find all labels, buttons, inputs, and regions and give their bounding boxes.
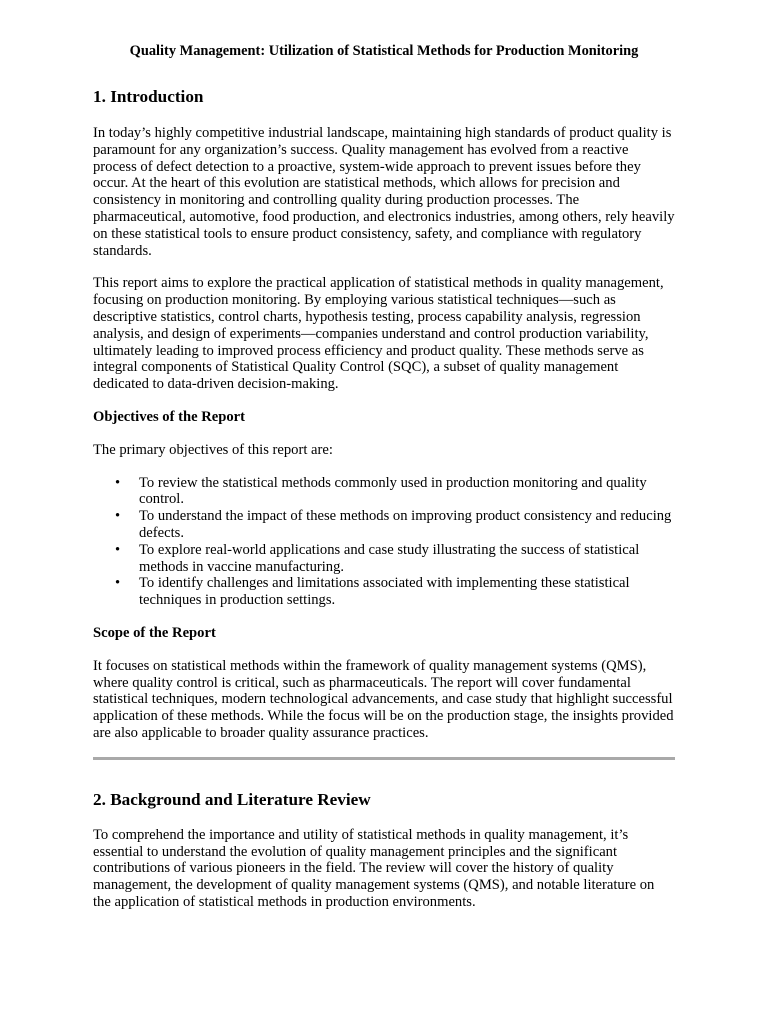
list-item-text: To explore real-world applications and case study illustrating the success of statistical methods in vaccine manufacturing. (139, 541, 640, 575)
document-title: Quality Management: Utilization of Statistical Methods for Production Monitoring (129, 43, 639, 59)
background-paragraph-1: To comprehend the importance and utility of statistical methods in quality management, it’s essential to understand the evolution of quality management principles and the significant contributions of various pioneers in the field. The review will cover the history of quality management, the development of quality management systems (QMS), and notable literature on the application of statistical methods in production environments. (93, 826, 655, 910)
list-item-text: To review the statistical methods commonly used in production monitoring and quality control. (139, 474, 647, 508)
bullet-icon: • (115, 541, 121, 558)
subheading-scope: Scope of the Report (93, 624, 216, 641)
bullet-icon: • (115, 575, 121, 592)
subheading-objectives: Objectives of the Report (93, 408, 245, 425)
bullet-icon: • (115, 474, 121, 491)
list-item (115, 474, 675, 509)
section-heading-introduction: 1. Introduction (93, 87, 204, 106)
list-item (115, 575, 675, 609)
list-item (115, 541, 675, 576)
bullet-icon: • (115, 508, 121, 525)
list-item (115, 508, 675, 542)
introduction-paragraph-2: This report aims to explore the practical application of statistical methods in quality management, focusing on production monitoring. By employing various statistical techniques—such as descriptive statistics, control charts, hypothesis testing, process capability analysis, regression analysis, and design of experiments—companies understand and control production variability, ultimately leading to improved process efficiency and product quality. These methods serve as integral components of Statistical Quality Control (SQC), a subset of quality management dedicated to data-driven decision-making. (93, 275, 664, 393)
section-divider (93, 757, 675, 760)
section-heading-background: 2. Background and Literature Review (93, 789, 371, 809)
objectives-intro: The primary objectives of this report are: (93, 441, 333, 458)
list-item-text: To understand the impact of these methods on improving product consistency and reducing defects. (139, 508, 672, 541)
scope-paragraph: It focuses on statistical methods within the framework of quality management systems (QMS), where quality control is critical, such as pharmaceuticals. The report will cover fundamental statistical techniques, modern technological advancements, and case study that highlight successful application of these methods. While the focus will be on the production stage, the insights provided are also applicable to broader quality assurance practices. (93, 657, 674, 741)
list-item-text: To identify challenges and limitations associated with implementing these statistical techniques in production settings. (139, 575, 630, 609)
introduction-paragraph-1: In today’s highly competitive industrial landscape, maintaining high standards of product quality is paramount for any organization’s success. Quality management has evolved from a reactive process of defect detection to a proactive, system-wide approach to prevent issues before they occur. At the heart of this evolution are statistical methods, which allows for precision and consistency in monitoring and controlling quality during production processes. The pharmaceutical, automotive, food production, and electronics industries, among others, rely heavily on these statistical tools to ensure product consistency, safety, and compliance with regulatory standards. (93, 125, 675, 259)
objectives-list (93, 475, 675, 609)
